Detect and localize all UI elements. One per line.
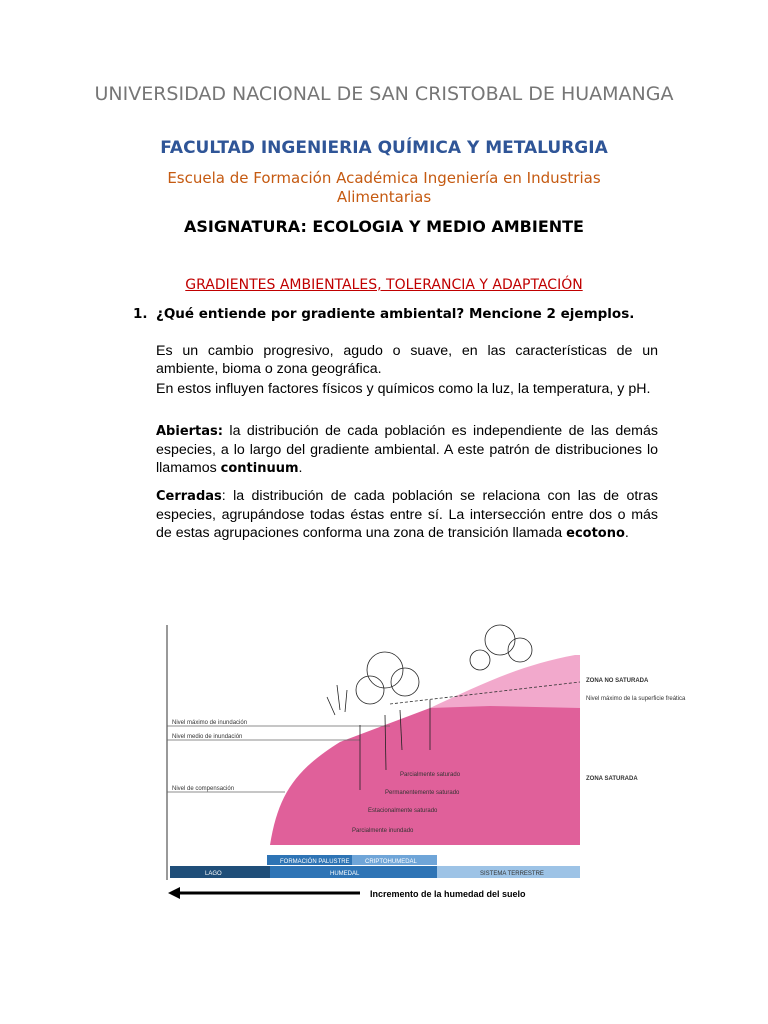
term-continuum: continuum (220, 461, 299, 476)
term-cerradas: Cerradas (156, 489, 222, 504)
answer-paragraph-abiertas: Abiertas: la distribución de cada población es independiente de las demás especies, a lo largo del gradiente ambiental. A este patrón de distribuciones lo llamamos continuum. (156, 423, 658, 476)
arrow-caption: Incremento de la humedad del suelo (370, 889, 526, 899)
question-1 (133, 306, 634, 322)
school-title: Escuela de Formación Académica Ingeniería en Industrias Alimentarias (167, 169, 601, 206)
answer-paragraph-1: Es un cambio progresivo, agudo o suave, en las características de un ambiente, bioma o zona geográfica. (156, 343, 658, 377)
band-bottom-2: HUMEDAL (330, 871, 360, 877)
fig-right-2: Nivel máximo de la superficie freática (586, 696, 686, 702)
wetland-gradient-figure (160, 620, 686, 910)
fig-right-3: ZONA SATURADA (586, 776, 638, 782)
subject-title: ASIGNATURA: ECOLOGIA Y MEDIO AMBIENTE (184, 217, 584, 236)
fig-label-max-flood: Nivel máximo de inundación (172, 720, 248, 726)
band-bottom-3: SISTEMA TERRESTRE (480, 871, 544, 877)
question-text: ¿Qué entiende por gradiente ambiental? Mencione 2 ejemplos. (156, 306, 635, 322)
question-number: 1. (133, 306, 148, 322)
band-top-2: CRIPTOHUMEDAL (365, 859, 417, 865)
fig-inner-1: Parcialmente saturado (400, 772, 461, 778)
fig-inner-3: Estacionalmente saturado (368, 808, 438, 814)
term-ecotono: ecotono (566, 526, 625, 541)
term-abiertas: Abiertas: (156, 424, 223, 439)
fig-right-1: ZONA NO SATURADA (586, 678, 649, 684)
band-top-1: FORMACIÓN PALUSTRE (280, 859, 350, 865)
faculty-title: FACULTAD INGENIERIA QUÍMICA Y METALURGIA (160, 138, 608, 158)
fig-inner-4: Parcialmente inundado (352, 828, 414, 834)
university-title: UNIVERSIDAD NACIONAL DE SAN CRISTOBAL DE HUAMANGA (94, 83, 674, 105)
fig-inner-2: Permanentemente saturado (385, 790, 460, 796)
arrow-left-icon (168, 887, 180, 899)
answer-paragraph-2: En estos influyen factores físicos y químicos como la luz, la temperatura, y pH. (156, 381, 651, 397)
fig-label-compensation: Nivel de compensación (172, 786, 235, 792)
answer-paragraph-cerradas: Cerradas: la distribución de cada población se relaciona con las de otras especies, agrupándose todas éstas entre sí. La intersección entre dos o más de estas agrupaciones conforma una zona de transición llamada ecotono. (156, 488, 658, 541)
section-title: GRADIENTES AMBIENTALES, TOLERANCIA Y ADAPTACIÓN (185, 277, 583, 293)
fig-label-mean-flood: Nivel medio de inundación (172, 734, 243, 740)
band-bottom-1: LAGO (205, 871, 222, 877)
